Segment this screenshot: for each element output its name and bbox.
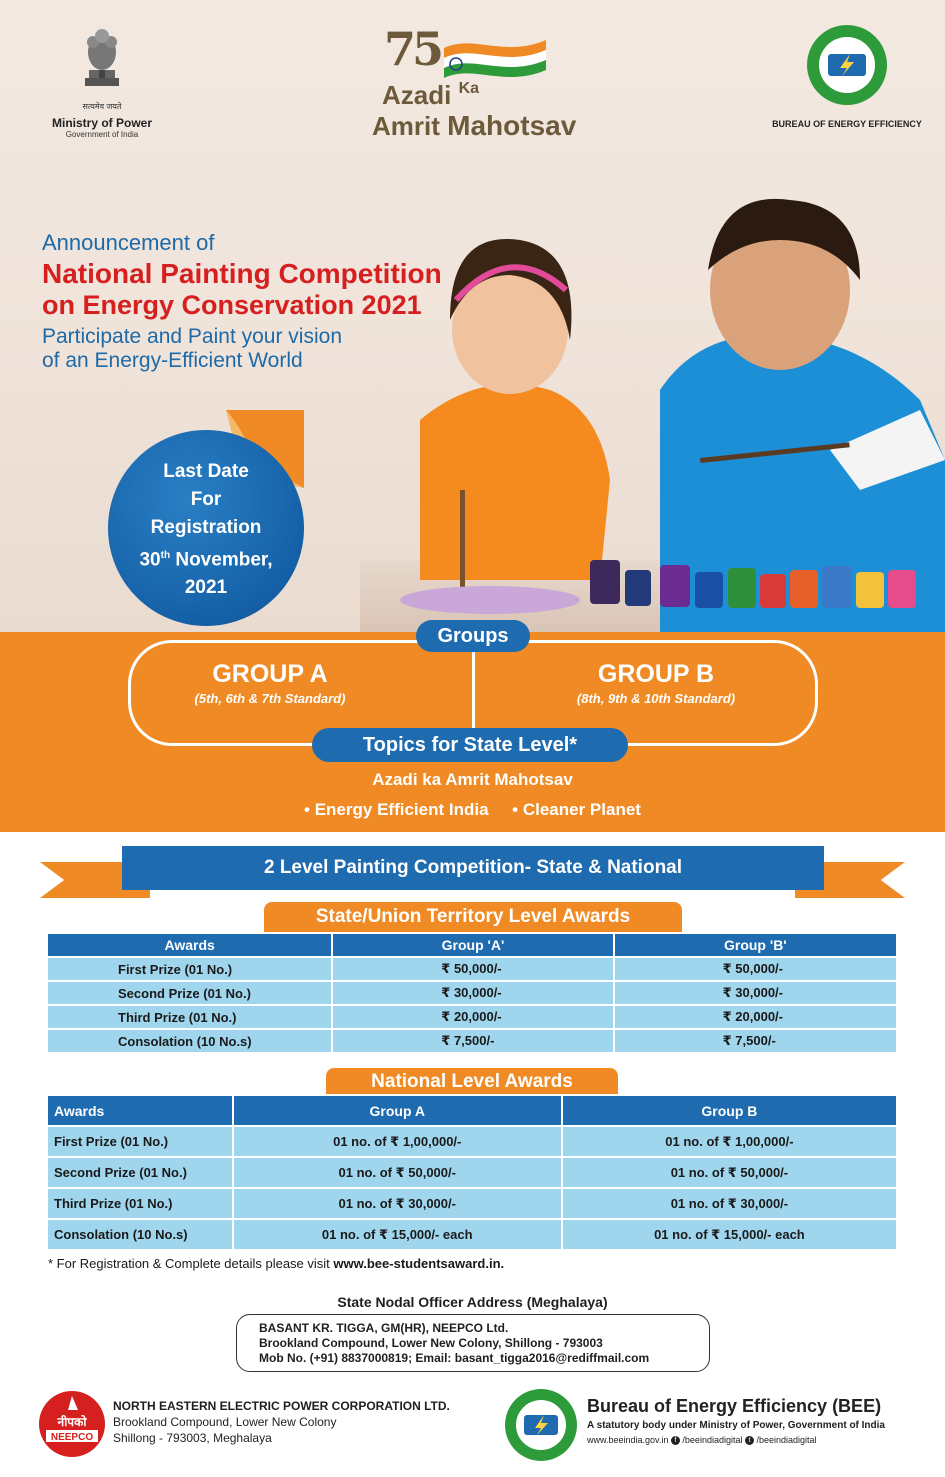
award-value: ₹ 50,000/- <box>332 957 613 981</box>
tagline-line-1: Participate and Paint your vision <box>42 325 342 348</box>
neepco-logo-icon <box>38 1390 106 1458</box>
award-value: 01 no. of ₹ 30,000/- <box>233 1188 562 1219</box>
national-header-group-b: Group B <box>562 1095 897 1126</box>
topic-energy-efficient-india: • Energy Efficient India <box>304 800 489 819</box>
nodal-officer-address <box>236 1314 710 1372</box>
ministry-emblem-block <box>52 24 152 139</box>
aka-75: 75 <box>384 22 441 76</box>
bee-facebook-link[interactable]: /beeindiadigital <box>682 1435 743 1445</box>
award-value: 01 no. of ₹ 15,000/- each <box>562 1219 897 1250</box>
group-b <box>506 660 806 706</box>
last-date-badge <box>108 430 304 626</box>
nodal-officer-title: State Nodal Officer Address (Meghalaya) <box>337 1294 608 1310</box>
tagline-line-2: of an Energy-Efficient World <box>42 349 303 372</box>
state-header-awards: Awards <box>47 933 332 957</box>
emblem-motto: सत्यमेव जयते <box>82 102 122 111</box>
bee-footer-details <box>587 1396 885 1445</box>
national-awards-table <box>46 1094 898 1251</box>
table-row <box>47 1219 897 1250</box>
neepco-logo-text: NEEPCO <box>50 1432 94 1443</box>
last-date-line-3: Registration <box>150 517 262 538</box>
table-row <box>47 957 897 981</box>
levels-banner-text: 2 Level Painting Competition- State & National <box>122 846 824 890</box>
award-value: 01 no. of ₹ 50,000/- <box>562 1157 897 1188</box>
bee-footer-title: Bureau of Energy Efficiency (BEE) <box>587 1396 882 1416</box>
group-b-standards: (8th, 9th & 10th Standard) <box>576 691 736 706</box>
registration-note-text: * For Registration & Complete details please visit <box>48 1256 334 1271</box>
award-value: ₹ 30,000/- <box>332 981 613 1005</box>
table-row <box>47 981 897 1005</box>
group-a-standards: (5th, 6th & 7th Standard) <box>194 691 346 706</box>
table-row <box>47 1029 897 1053</box>
nodal-address: Brookland Compound, Lower New Colony, Shillong - 793003 <box>259 1336 603 1350</box>
state-header-group-b: Group 'B' <box>614 933 897 957</box>
award-value: 01 no. of ₹ 30,000/- <box>562 1188 897 1219</box>
registration-note <box>48 1256 504 1271</box>
national-emblem-icon <box>79 24 125 94</box>
award-label: First Prize (01 No.) <box>47 957 332 981</box>
state-awards-table <box>46 932 898 1054</box>
state-awards-header-row <box>47 933 897 957</box>
bee-footer-links <box>587 1435 885 1445</box>
topic-cleaner-planet: • Cleaner Planet <box>512 800 641 819</box>
competition-title-line-2: on Energy Conservation 2021 <box>42 290 422 320</box>
announcement-label: Announcement of <box>42 230 215 255</box>
award-label: First Prize (01 No.) <box>47 1126 233 1157</box>
topic-azadi: Azadi ka Amrit Mahotsav <box>372 770 573 789</box>
award-value: 01 no. of ₹ 1,00,000/- <box>233 1126 562 1157</box>
award-value: 01 no. of ₹ 15,000/- each <box>233 1219 562 1250</box>
award-label: Second Prize (01 No.) <box>47 981 332 1005</box>
award-value: 01 no. of ₹ 1,00,000/- <box>562 1126 897 1157</box>
award-value: ₹ 7,500/- <box>614 1029 897 1053</box>
award-value: ₹ 50,000/- <box>614 957 897 981</box>
group-a <box>120 660 420 706</box>
children-painting-photo <box>360 160 945 632</box>
national-awards-header-row <box>47 1095 897 1126</box>
hero-section <box>0 0 945 632</box>
competition-title-line-1: National Painting Competition <box>42 258 442 289</box>
last-date-line-1: Last Date <box>163 461 249 482</box>
neepco-details <box>113 1398 450 1446</box>
neepco-address-1: Brookland Compound, Lower New Colony <box>113 1415 337 1429</box>
state-header-group-a: Group 'A' <box>332 933 613 957</box>
bee-website-link[interactable]: www.beeindia.gov.in <box>587 1435 669 1445</box>
bee-header-logo <box>772 24 922 129</box>
award-label: Third Prize (01 No.) <box>47 1005 332 1029</box>
bee-twitter-link[interactable]: /beeindiadigital <box>756 1435 817 1445</box>
last-date-day-month: 30th November, <box>139 549 273 571</box>
neepco-logo-hindi: नीपको <box>57 1415 87 1429</box>
bee-footer-subtitle: A statutory body under Ministry of Power, Government of India <box>587 1420 885 1431</box>
registration-url-link[interactable]: www.bee-studentsaward.in. <box>333 1256 505 1271</box>
azadi-ka-amrit-mahotsav-logo <box>370 22 590 152</box>
national-awards-title: National Level Awards <box>326 1068 618 1096</box>
groups-label: Groups <box>416 620 530 652</box>
topics-label: Topics for State Level* <box>312 728 628 762</box>
award-value: ₹ 7,500/- <box>332 1029 613 1053</box>
award-label: Third Prize (01 No.) <box>47 1188 233 1219</box>
neepco-address-2: Shillong - 793003, Meghalaya <box>113 1431 272 1445</box>
group-b-title: GROUP B <box>597 660 715 688</box>
aka-line-1: Azadi $^{Ka}$ <box>382 80 480 110</box>
table-row <box>47 1188 897 1219</box>
neepco-name: NORTH EASTERN ELECTRIC POWER CORPORATION LTD. <box>113 1399 450 1413</box>
national-header-awards: Awards <box>47 1095 233 1126</box>
award-label: Consolation (10 No.s) <box>47 1029 332 1053</box>
bee-seal-icon <box>806 24 888 106</box>
last-date-year: 2021 <box>184 577 228 599</box>
group-a-title: GROUP A <box>212 660 328 688</box>
levels-banner <box>40 844 905 904</box>
aka-line-2: Amrit Mahotsav <box>372 110 577 141</box>
award-value: ₹ 30,000/- <box>614 981 897 1005</box>
award-label: Consolation (10 No.s) <box>47 1219 233 1250</box>
government-label: Government of India <box>65 130 139 139</box>
award-value: ₹ 20,000/- <box>614 1005 897 1029</box>
topic-list <box>0 800 945 820</box>
last-date-line-2: For <box>190 489 222 510</box>
bee-header-name: BUREAU OF ENERGY EFFICIENCY <box>772 119 922 129</box>
nodal-contact: Mob No. (+91) 8837000819; Email: basant_tigga2016@rediffmail.com <box>259 1351 650 1365</box>
twitter-icon: t <box>745 1436 754 1445</box>
ministry-name: Ministry of Power <box>52 116 153 130</box>
national-header-group-a: Group A <box>233 1095 562 1126</box>
tricolor-flag-icon <box>434 34 554 84</box>
table-row <box>47 1157 897 1188</box>
bee-footer-logo-icon <box>504 1388 578 1462</box>
award-value: ₹ 20,000/- <box>332 1005 613 1029</box>
table-row <box>47 1005 897 1029</box>
award-value: 01 no. of ₹ 50,000/- <box>233 1157 562 1188</box>
facebook-icon: f <box>671 1436 680 1445</box>
nodal-name: BASANT KR. TIGGA, GM(HR), NEEPCO Ltd. <box>259 1321 509 1335</box>
table-row <box>47 1126 897 1157</box>
state-awards-title: State/Union Territory Level Awards <box>264 902 682 932</box>
award-label: Second Prize (01 No.) <box>47 1157 233 1188</box>
